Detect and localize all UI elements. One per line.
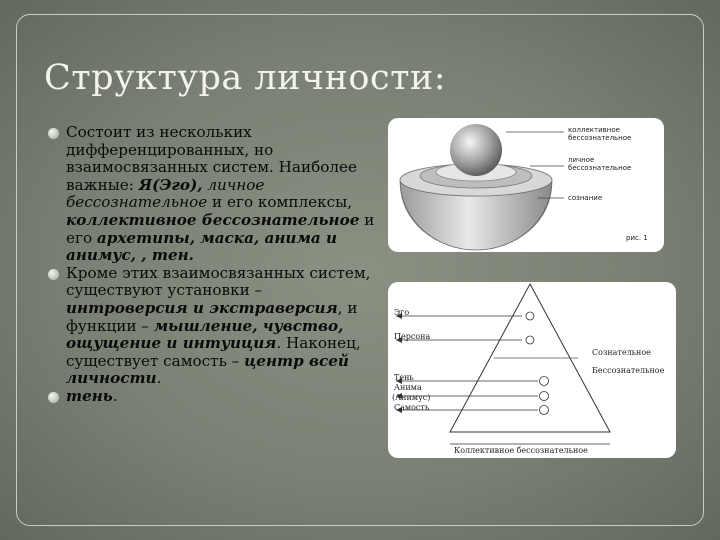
text: Кроме этих взаимосвязанных систем, существуют установки – bbox=[66, 263, 371, 300]
node-shadow bbox=[540, 377, 549, 386]
label-animus: (Анимус) bbox=[392, 393, 431, 402]
label-persona: Персона bbox=[394, 332, 431, 341]
node-ego bbox=[526, 312, 534, 320]
text: , и функции – bbox=[66, 298, 358, 335]
bullet-item-2 bbox=[46, 265, 376, 388]
label-unconscious: Бессознательное bbox=[592, 366, 665, 375]
term-archetypes: архетипы, маска, анима и анимус, , тен. bbox=[66, 228, 338, 265]
label-collective: Коллективное бессознательное bbox=[454, 446, 588, 455]
text: . bbox=[156, 369, 162, 388]
label-personal: личное бессознательное bbox=[568, 156, 632, 172]
node-anima bbox=[540, 392, 549, 401]
label-ego: Эго bbox=[394, 308, 410, 317]
bullet-item-1 bbox=[46, 124, 376, 265]
node-self bbox=[540, 406, 549, 415]
figure-caption: рис. 1 bbox=[626, 234, 648, 242]
node-persona bbox=[526, 336, 534, 344]
slide-title: Структура личности: bbox=[44, 58, 447, 98]
figure-psyche-sphere bbox=[388, 118, 664, 252]
label-shadow: Тень bbox=[394, 373, 414, 382]
label-conscious: Сознательное bbox=[592, 348, 651, 357]
label-collective: коллективное бессознательное bbox=[568, 126, 632, 142]
term-self: центр всей личности bbox=[66, 351, 349, 388]
bullet-icon bbox=[48, 392, 59, 403]
text: Состоит из нескольких дифференцированных, но взаимосвязанных систем. Наиболее важные: bbox=[66, 123, 357, 194]
text: и его bbox=[66, 210, 375, 247]
bullet-list bbox=[46, 124, 376, 406]
term-ego: Я(Эго), bbox=[138, 175, 203, 194]
term-functions: мышление, чувство, ощущение и интуиция bbox=[66, 316, 344, 353]
text: . Наконец, существует самость – bbox=[66, 334, 361, 370]
bullet-item-3 bbox=[46, 388, 376, 406]
label-conscious: сознание bbox=[568, 194, 603, 202]
label-anima: Анима bbox=[394, 383, 422, 392]
bullet-icon bbox=[48, 128, 59, 139]
term-collective-unconscious: коллективное бессознательное bbox=[66, 210, 360, 229]
term-shadow: тень bbox=[66, 386, 113, 405]
label-self: Самость bbox=[394, 403, 430, 412]
bullet-icon bbox=[48, 269, 59, 280]
figure-psyche-triangle bbox=[388, 282, 676, 458]
text: и его комплексы, bbox=[207, 193, 353, 212]
text: . bbox=[112, 386, 118, 405]
term-attitudes: интроверсия и экстраверсия bbox=[66, 298, 338, 317]
term-personal-unconscious: личное бессознательное bbox=[66, 175, 265, 212]
core-ball bbox=[450, 124, 502, 176]
